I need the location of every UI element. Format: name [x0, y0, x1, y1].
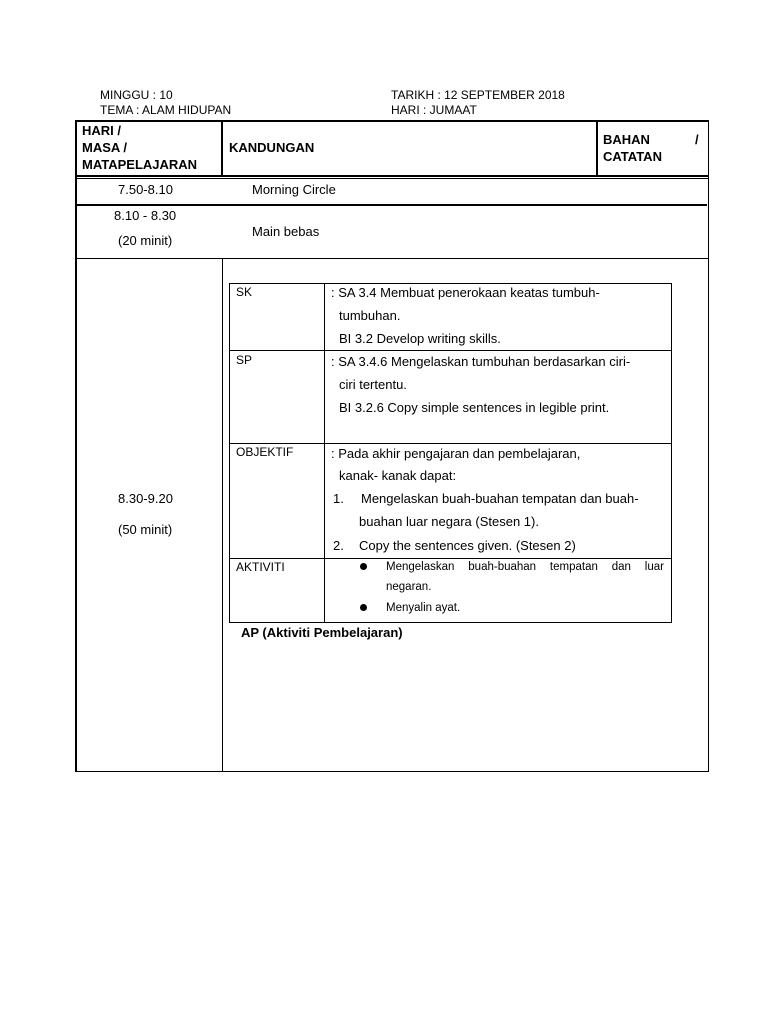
objektif-item-2-num: 2.	[333, 538, 344, 553]
sp-label: SP	[236, 353, 253, 367]
aktiviti-item-1-line-2: negaran.	[386, 581, 432, 593]
objektif-label: OBJEKTIF	[236, 445, 294, 459]
row2-content: Main bebas	[252, 224, 320, 239]
aktiviti-item-1-line-1: Mengelaskan buah-buahan tempatan dan luar	[386, 561, 664, 573]
row1-time: 7.50-8.10	[118, 182, 173, 197]
lesson-table-divider	[324, 283, 325, 623]
sp-line-1: : SA 3.4.6 Mengelaskan tumbuhan berdasarkan ciri-	[331, 354, 631, 369]
col-divider-lower	[222, 258, 223, 772]
header-divider-2	[596, 120, 598, 177]
col1-header-line2: MASA /	[82, 140, 128, 155]
objektif-intro-1: : Pada akhir pengajaran dan pembelajaran,	[331, 446, 581, 461]
ap-heading: AP (Aktiviti Pembelajaran)	[241, 625, 403, 640]
header-divider-1	[221, 120, 223, 177]
lesson-table-left	[229, 283, 230, 623]
objektif-item-2-line-1: Copy the sentences given. (Stesen 2)	[359, 538, 576, 553]
lesson-table-bottom	[229, 622, 672, 623]
sp-line-2: ciri tertentu.	[339, 377, 407, 392]
col1-header-line1: HARI /	[82, 123, 121, 138]
table-bottom-border	[75, 771, 709, 772]
lesson-sp-bottom	[229, 443, 672, 444]
objektif-item-1-num: 1.	[333, 491, 344, 506]
lesson-sk-bottom	[229, 350, 672, 351]
row3-duration: (50 minit)	[118, 522, 173, 537]
tarikh-label: TARIKH : 12 SEPTEMBER 2018	[391, 88, 565, 102]
row3-time: 8.30-9.20	[118, 491, 173, 506]
bullet-icon	[360, 563, 367, 570]
header-bottom-border	[75, 175, 709, 177]
objektif-intro-2: kanak- kanak dapat:	[339, 468, 457, 483]
table-top-border	[75, 120, 709, 122]
aktiviti-item-2-line-1: Menyalin ayat.	[386, 602, 461, 614]
aktiviti-label: AKTIVITI	[236, 560, 285, 574]
bullet-icon	[360, 604, 367, 611]
sk-line-1: : SA 3.4 Membuat penerokaan keatas tumbuh-	[331, 285, 600, 300]
col3-header-slash: /	[695, 132, 699, 147]
sk-line-2: tumbuhan.	[339, 308, 401, 323]
col3-header-bahan: BAHAN	[603, 132, 650, 147]
objektif-item-1-line-1: Mengelaskan buah-buahan tempatan dan buah-	[361, 491, 639, 506]
sp-line-3: BI 3.2.6 Copy simple sentences in legible print.	[339, 400, 610, 415]
table-right-border	[708, 120, 709, 772]
row1-bottom-border	[75, 204, 707, 206]
row2-time: 8.10 - 8.30	[114, 208, 177, 223]
minggu-label: MINGGU : 10	[100, 88, 173, 102]
row1-top-line	[75, 178, 709, 179]
tema-label: TEMA : ALAM HIDUPAN	[100, 103, 232, 117]
objektif-item-1-line-2: buahan luar negara (Stesen 1).	[359, 514, 539, 529]
hari-label: HARI : JUMAAT	[391, 103, 477, 117]
col2-header: KANDUNGAN	[229, 140, 315, 155]
col3-header-catatan: CATATAN	[603, 149, 662, 164]
row2-duration: (20 minit)	[118, 233, 173, 248]
sk-line-3: BI 3.2 Develop writing skills.	[339, 331, 501, 346]
col1-header-line3: MATAPELAJARAN	[82, 157, 198, 172]
sk-label: SK	[236, 285, 253, 299]
lesson-table-right	[671, 283, 672, 623]
row1-content: Morning Circle	[252, 182, 336, 197]
lesson-objektif-bottom	[229, 558, 672, 559]
row2-bottom-border	[75, 258, 709, 259]
table-left-border	[75, 120, 77, 772]
